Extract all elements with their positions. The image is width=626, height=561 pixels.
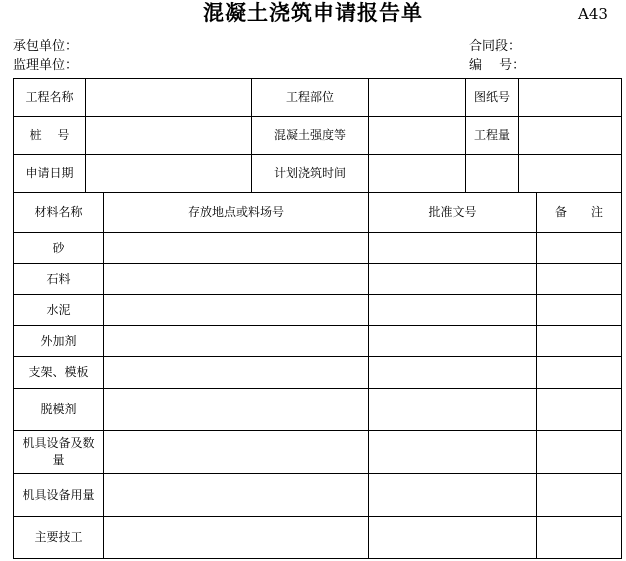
remarks-cell[interactable] — [537, 517, 622, 559]
apply-date-field[interactable] — [86, 155, 252, 193]
remarks-cell[interactable] — [537, 357, 622, 389]
planned-pour-time-label: 计划浇筑时间 — [252, 155, 369, 193]
info-row-1 — [14, 79, 622, 117]
approval-cell[interactable] — [369, 474, 537, 517]
drawing-no-label: 图纸号 — [466, 79, 519, 117]
material-name-cell: 外加剂 — [14, 326, 104, 357]
apply-date-label: 申请日期 — [14, 155, 86, 193]
drawing-no-field[interactable] — [519, 79, 622, 117]
concrete-grade-field[interactable] — [369, 117, 466, 155]
approval-cell[interactable] — [369, 431, 537, 474]
remarks-cell[interactable] — [537, 233, 622, 264]
stake-no-label: 桩 号 — [14, 117, 86, 155]
number-label: 编 号： — [469, 58, 526, 73]
storage-cell[interactable] — [104, 357, 369, 389]
material-row — [14, 264, 622, 295]
material-row — [14, 517, 622, 559]
material-row — [14, 389, 622, 431]
remarks-header: 备 注 — [537, 193, 622, 233]
supervisor-label: 监理单位： — [13, 58, 79, 73]
project-part-label: 工程部位 — [252, 79, 369, 117]
approval-no-header: 批准文号 — [369, 193, 537, 233]
approval-cell[interactable] — [369, 517, 537, 559]
storage-cell[interactable] — [104, 431, 369, 474]
info-row-3 — [14, 155, 622, 193]
project-name-field[interactable] — [86, 79, 252, 117]
material-name-cell: 机具设备及数量 — [14, 431, 104, 474]
materials-header-row — [14, 193, 622, 233]
material-row — [14, 295, 622, 326]
storage-cell[interactable] — [104, 295, 369, 326]
material-name-cell: 支架、模板 — [14, 357, 104, 389]
quantity-label: 工程量 — [466, 117, 519, 155]
material-name-cell: 石料 — [14, 264, 104, 295]
material-row — [14, 474, 622, 517]
approval-cell[interactable] — [369, 264, 537, 295]
contract-section-label: 合同段： — [469, 39, 522, 54]
storage-cell[interactable] — [104, 389, 369, 431]
concrete-grade-label: 混凝土强度等 — [252, 117, 369, 155]
approval-cell[interactable] — [369, 357, 537, 389]
application-table — [13, 78, 622, 559]
material-row — [14, 431, 622, 474]
storage-cell[interactable] — [104, 233, 369, 264]
material-name-cell: 水泥 — [14, 295, 104, 326]
quantity-field[interactable] — [519, 117, 622, 155]
remarks-cell[interactable] — [537, 326, 622, 357]
approval-cell[interactable] — [369, 295, 537, 326]
material-row — [14, 326, 622, 357]
blank-cell[interactable] — [519, 155, 622, 193]
material-name-cell: 脱模剂 — [14, 389, 104, 431]
storage-cell[interactable] — [104, 264, 369, 295]
approval-cell[interactable] — [369, 326, 537, 357]
contractor-label: 承包单位： — [13, 39, 79, 54]
material-name-cell: 砂 — [14, 233, 104, 264]
remarks-cell[interactable] — [537, 431, 622, 474]
storage-cell[interactable] — [104, 517, 369, 559]
blank-cell[interactable] — [466, 155, 519, 193]
remarks-cell[interactable] — [537, 389, 622, 431]
info-row-2 — [14, 117, 622, 155]
storage-cell[interactable] — [104, 326, 369, 357]
planned-pour-time-field[interactable] — [369, 155, 466, 193]
storage-cell[interactable] — [104, 474, 369, 517]
approval-cell[interactable] — [369, 389, 537, 431]
project-part-field[interactable] — [369, 79, 466, 117]
remarks-cell[interactable] — [537, 264, 622, 295]
form-title: 混凝土浇筑申请报告单 — [203, 0, 423, 25]
storage-location-header: 存放地点或料场号 — [104, 193, 369, 233]
form-number: A43 — [578, 5, 608, 23]
material-name-cell: 主要技工 — [14, 517, 104, 559]
material-name-header: 材料名称 — [14, 193, 104, 233]
remarks-cell[interactable] — [537, 295, 622, 326]
remarks-cell[interactable] — [537, 474, 622, 517]
project-name-label: 工程名称 — [14, 79, 86, 117]
material-row — [14, 357, 622, 389]
material-row — [14, 233, 622, 264]
material-name-cell: 机具设备用量 — [14, 474, 104, 517]
approval-cell[interactable] — [369, 233, 537, 264]
stake-no-field[interactable] — [86, 117, 252, 155]
